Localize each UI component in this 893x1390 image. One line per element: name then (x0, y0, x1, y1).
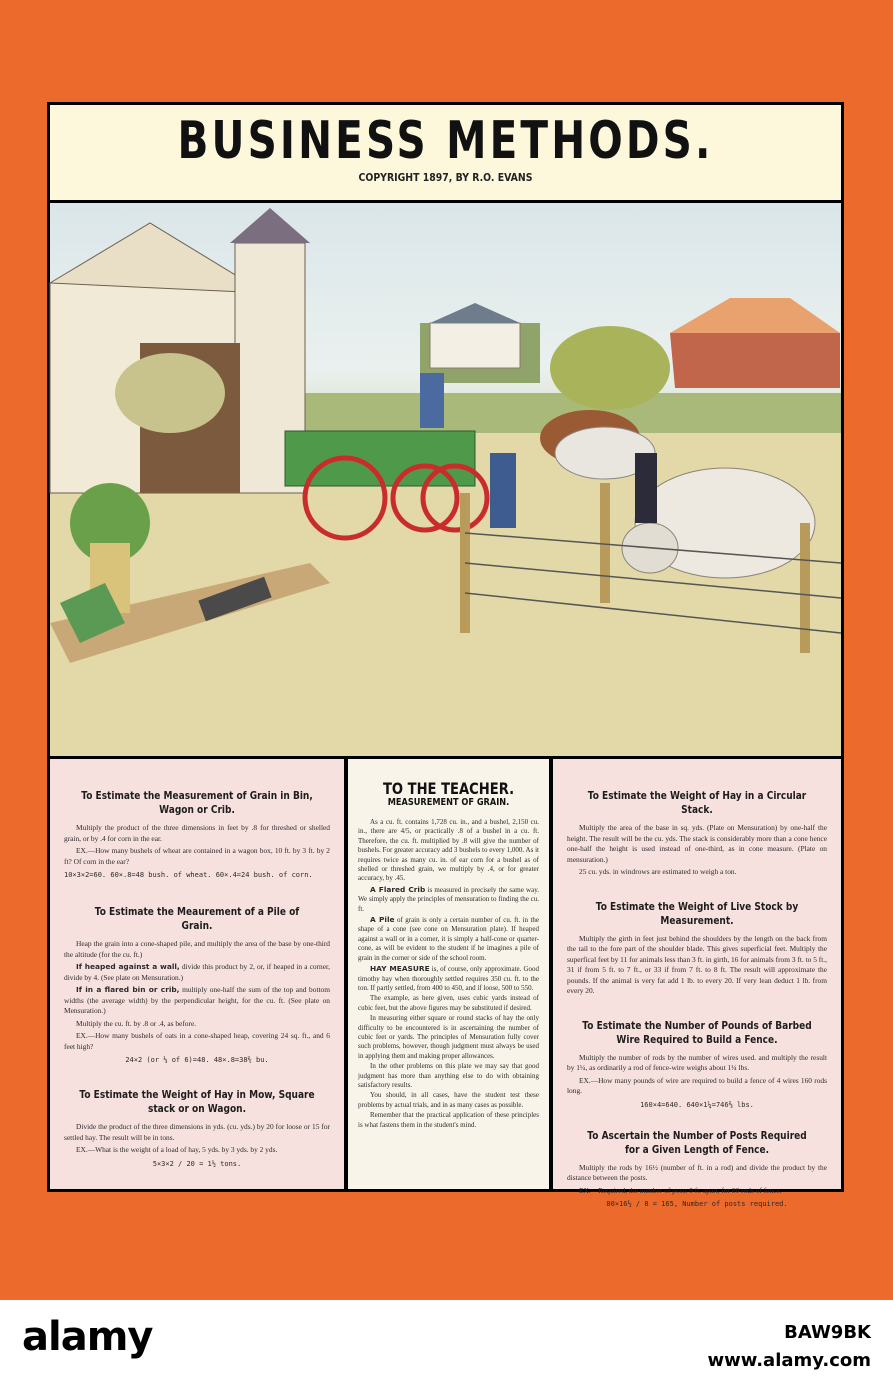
haystack (550, 326, 670, 410)
barn-roof (670, 298, 840, 333)
text: is, of course, only approximate. Good timothy hay when thoroughly settled requires 350 cu. ft. to the ton. If partly settled, from 400 to 450, and if loose, 500 to 550. (358, 965, 539, 992)
paragraph (358, 885, 539, 914)
alamy-logo: alamy (22, 1314, 153, 1360)
column-left (50, 759, 344, 1189)
keyword: HAY MEASURE (370, 964, 430, 974)
paragraph: Heap the grain into a cone-shaped pile, and multiply the area of the base by one-third the altitude (for the cu. ft.) (64, 939, 330, 959)
column-right (553, 759, 841, 1208)
paragraph: Multiply the number of rods by the number of wires used. and multiply the result by 1¼, as ordinarily a rod of fence-wire weighs about 1¼ lbs. (567, 1052, 827, 1072)
poster-header (50, 105, 841, 200)
section-title-live-stock: To Estimate the Weight of Live Stock by Measurement. (595, 899, 799, 927)
paragraph: The example, as here given, uses cubic yards instead of cubic feet, but the above figures may be substituted if desired. (358, 994, 539, 1012)
paragraph (64, 962, 330, 983)
keyword: A Pile (370, 915, 395, 925)
farm-scene-drawing (50, 203, 841, 756)
fence-post-2 (600, 483, 610, 603)
example-text: EX.—How many pounds of wire are required to build a fence of 4 wires 160 rods long. (567, 1075, 827, 1095)
calculation: 80×16½ / 8 = 165, Number of posts required. (606, 1200, 788, 1208)
section-title-circular-stack: To Estimate the Weight of Hay in a Circular Stack. (587, 789, 807, 816)
section-title-posts: To Ascertain the Number of Posts Required for a Given Length of Fence. (587, 1128, 807, 1156)
stock-footer (0, 1300, 893, 1390)
section-title-hay-mow: To Estimate the Weight of Hay in Mow, Square stack or on Wagon. (79, 1088, 315, 1115)
paragraph: Multiply the girth in feet just behind the shoulders by the length on the back from the tail to the fore part of the shoulder blade. This gives superficial feet. Multiply the superfical feet by 11 for animals less than 3 ft. in girth, 16 for animals from 3 ft. to 5 ft., 31 if from 5 ft. to 7 ft., or 33 if from 7 ft. to 8 ft. The result will approximate the pounds. If the animal is very fat add 1 lb. to every 20. If very lean deduct 1 lb. from every 20. (567, 933, 827, 995)
keyword: If heaped against a wall, (76, 962, 180, 971)
paragraph: Multiply the cu. ft. by .8 or .4, as before. (76, 1018, 197, 1028)
farmhouse-roof (430, 303, 520, 323)
paragraph: You should, in all cases, have the student test these problems by actual trials, and in as many cases as possible. (358, 1091, 539, 1109)
column-center (348, 759, 549, 1189)
fence-post-3 (800, 523, 810, 653)
example-text: EX.—What is the weight of a load of hay, 5 yds. by 3 yds. by 2 yds. (76, 1145, 278, 1154)
calculation: 24×2 (or ⅓ of 6)=48. 48×.8=38⅖ bu. (125, 1056, 269, 1064)
hay-in-barn (115, 353, 225, 433)
calculation: 10×3×2=60. 60×.8=48 bush. of wheat. 60×.4=24 bush. of corn. (64, 871, 313, 879)
poster (47, 102, 844, 1208)
paragraph: Multiply the area of the base in sq. yds. (Plate on Mensuration) by one-half the height. The result will be the cu. yds. The stack is considerably more than a cone hence one-half the height is used instead of one-third, as in cone measure. (Plate on mensuration.) (567, 823, 827, 864)
farmhouse (430, 323, 520, 368)
text: is measured in precisely the same way. We simply apply the principles of mensuration to finding the cu. ft. (358, 885, 540, 913)
paragraph: Divide the product of the three dimensions in yds. (cu. yds.) by 20 for loose or 15 for settled hay. The result will be in tons. (64, 1122, 330, 1142)
paragraph (358, 915, 539, 963)
barn-gable (50, 223, 265, 293)
text: of grain is only a certain number of cu. ft. in the shape of a cone (see cone on Mensuration plate). If heaped against a wall or in a corner, it is simply a half-cone or quarter-cone, as will be evident to the student if he imagines a pile of grain in the corner or side of the school room. (358, 916, 539, 962)
farm-illustration (50, 203, 841, 756)
keyword: If in a flared bin or crib, (76, 985, 180, 994)
poster-title: BUSINESS METHODS. (177, 111, 714, 171)
paragraph: In measuring either square or round stacks of hay the only difficulty to be encountered is in ascertaining the number of cubic feet or yards. The principles of Mensuration fully cover such problems, however, though judgment must always be used in applying them and making proper allowances. (358, 1014, 539, 1060)
paragraph: In the other problems on this plate we may say that good judgment has more than anything else to do with obtaining satisfactory results. (358, 1062, 539, 1089)
tower-roof (230, 208, 310, 243)
section-title-grain-pile: To Estimate the Meaurement of a Pile of Grain. (94, 905, 300, 932)
calculation: 5×3×2 / 20 = 1½ tons. (152, 1159, 242, 1168)
man-on-wagon (420, 373, 444, 428)
section-title-barbed-wire: To Estimate the Number of Pounds of Barbed Wire Required to Build a Fence. (582, 1018, 812, 1046)
calculation: 160×4=640. 640×1¼=746⅔ lbs. (640, 1100, 754, 1109)
image-id: BAW9BK (784, 1322, 871, 1343)
paragraph: 25 cu. yds. in windrows are estimated to weigh a ton. (579, 867, 737, 876)
site-url: www.alamy.com (707, 1350, 871, 1371)
example-text: EX.—Required, the number of posts 8 ft. apart, for 80 rods of fence. (579, 1185, 782, 1195)
example-text: EX.—How many bushels of wheat are contained in a wagon box, 10 ft. by 3 ft. by 2 ft? Of corn in the ear? (64, 846, 330, 866)
paragraph: Remember that the practical application of these principles is what fastens them in the student's mind. (358, 1111, 539, 1129)
farmer (490, 453, 516, 528)
example-text: EX.—How many bushels of oats in a cone-shaped heap, covering 24 sq. ft., and 6 feet high? (64, 1031, 330, 1051)
keyword: A Flared Crib (370, 884, 426, 894)
text: multiply one-half the sum of the top and bottom widths (the average width) by the perpendicular height, for the cu. ft. (See plate on Mensuration.) (64, 985, 330, 1015)
man-top-hat (635, 453, 657, 523)
paragraph: Multiply the rods by 16½ (number of ft. in a rod) and divide the product by the distance between the posts. (567, 1162, 827, 1182)
text: divide this product by 2, or, if heaped in a corner, divide by 4. (See plate on Mensuration.) (64, 962, 330, 982)
paragraph (64, 985, 330, 1017)
teacher-title: TO THE TEACHER. (382, 779, 515, 798)
teacher-subtitle: MEASUREMENT OF GRAIN. (387, 797, 510, 808)
paragraph (358, 964, 539, 993)
copyright-line: COPYRIGHT 1897, BY R.O. EVANS (358, 171, 533, 184)
section-title-grain-bin: To Estimate the Measurement of Grain in Bin, Wagon or Crib. (81, 789, 313, 816)
paragraph: Multiply the product of the three dimensions in feet by .8 for threshed or shelled grain, or by .4 for corn in the ear. (64, 823, 330, 843)
paragraph: As a cu. ft. contains 1,728 cu. in., and a bushel, 2,150 cu. in., there are 4/5, or practically .8 of a bushel in a cu. ft. Therefore, the cu. ft. multiplied by .8 will give the number of bushels. For greater accuracy add 3 bushels to every 1,000. As it requires twice as many cu. in. of ear corn for a bushel as of shelled or threshed grain, we multiply by .4, or for greater accuracy, by .45. (358, 818, 539, 883)
